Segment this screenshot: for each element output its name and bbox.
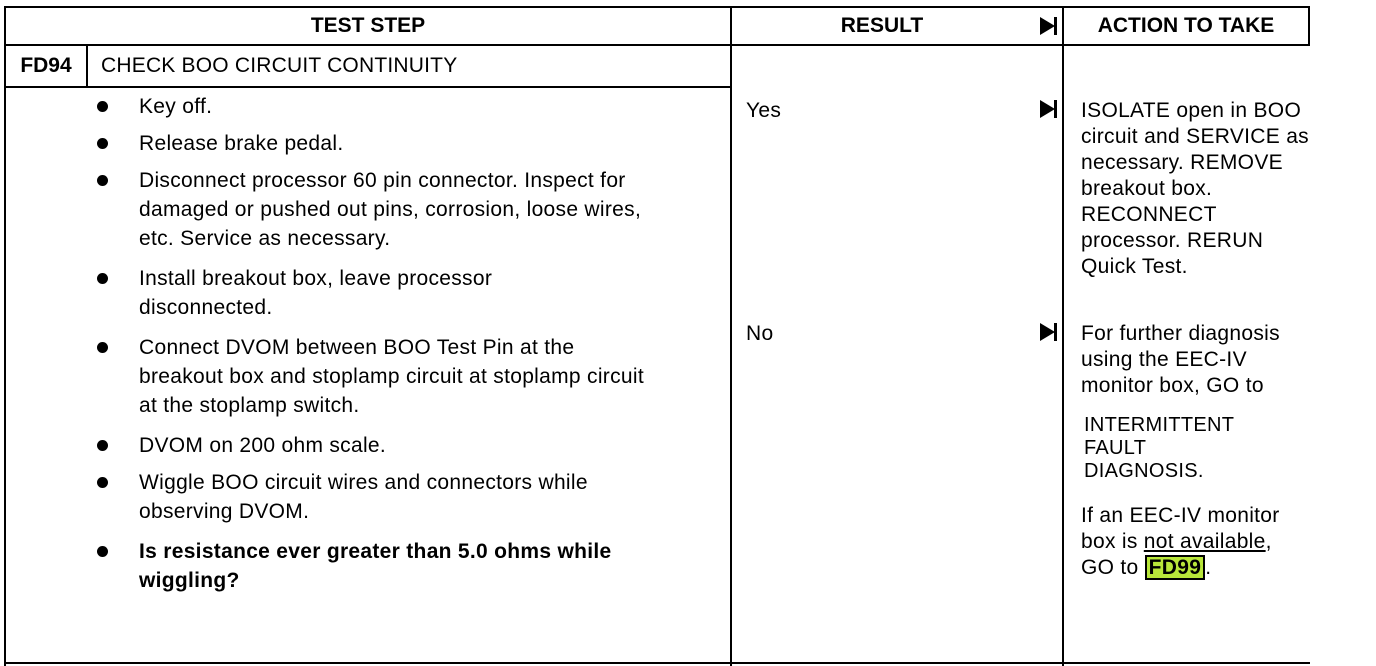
header-test-step: TEST STEP: [310, 14, 426, 37]
bullet-icon: [97, 273, 108, 284]
step-id: FD94: [20, 54, 72, 77]
bullet-icon: [97, 546, 108, 557]
list-item: Connect DVOM between BOO Test Pin at the breakout box and stoplamp circuit at stoplamp circuit at the stoplamp switch.: [92, 333, 722, 420]
list-item: Key off.: [92, 92, 722, 121]
list-item: Is resistance ever greater than 5.0 ohms while wiggling?: [92, 537, 722, 595]
action-no-part3: If an EEC-IV monitor box is not available, GO to FD99 .: [1081, 504, 1280, 579]
bullet-icon: [97, 175, 108, 186]
fd99-reference[interactable]: FD99: [1145, 555, 1206, 580]
list-item: Release brake pedal.: [92, 129, 722, 158]
action-yes: ISOLATE open in BOO circuit and SERVICE as necessary. REMOVE breakout box. RECONNECT processor. RERUN Quick Test.: [1081, 99, 1309, 278]
action-no-part1: For further diagnosis using the EEC-IV monitor box, GO to: [1081, 322, 1280, 397]
column-divider-action: [1062, 6, 1064, 666]
result-no: No: [746, 322, 774, 345]
result-no-arrow-icon: [1040, 323, 1055, 341]
bullet-icon: [97, 440, 108, 451]
not-available-text: not available: [1143, 530, 1266, 553]
column-divider-result: [730, 6, 732, 666]
table-left-border: [4, 6, 6, 666]
result-yes-arrow-icon: [1040, 100, 1055, 118]
step-row-bottom-rule: [4, 86, 730, 88]
bullet-icon: [97, 138, 108, 149]
bullet-icon: [97, 101, 108, 112]
header-arrow-icon: [1040, 17, 1055, 35]
step-id-divider: [86, 46, 88, 88]
bullet-icon: [97, 342, 108, 353]
list-item: Wiggle BOO circuit wires and connectors while observing DVOM.: [92, 468, 722, 526]
list-item: Disconnect processor 60 pin connector. Inspect for damaged or pushed out pins, corrosion, loose wires, etc. Service as necessary.: [92, 166, 722, 253]
header-action: ACTION TO TAKE: [1097, 14, 1275, 37]
header-result: RESULT: [840, 14, 924, 37]
table-right-border: [1308, 6, 1310, 44]
step-title: CHECK BOO CIRCUIT CONTINUITY: [101, 54, 458, 77]
result-yes: Yes: [746, 99, 782, 122]
list-item: Install breakout box, leave processor disconnected.: [92, 264, 722, 322]
action-no-part2: INTERMITTENT FAULT DIAGNOSIS.: [1084, 414, 1235, 482]
bullet-icon: [97, 477, 108, 488]
table-bottom-border: [4, 662, 1310, 664]
list-item: DVOM on 200 ohm scale.: [92, 431, 722, 460]
test-step-list: [92, 92, 722, 606]
